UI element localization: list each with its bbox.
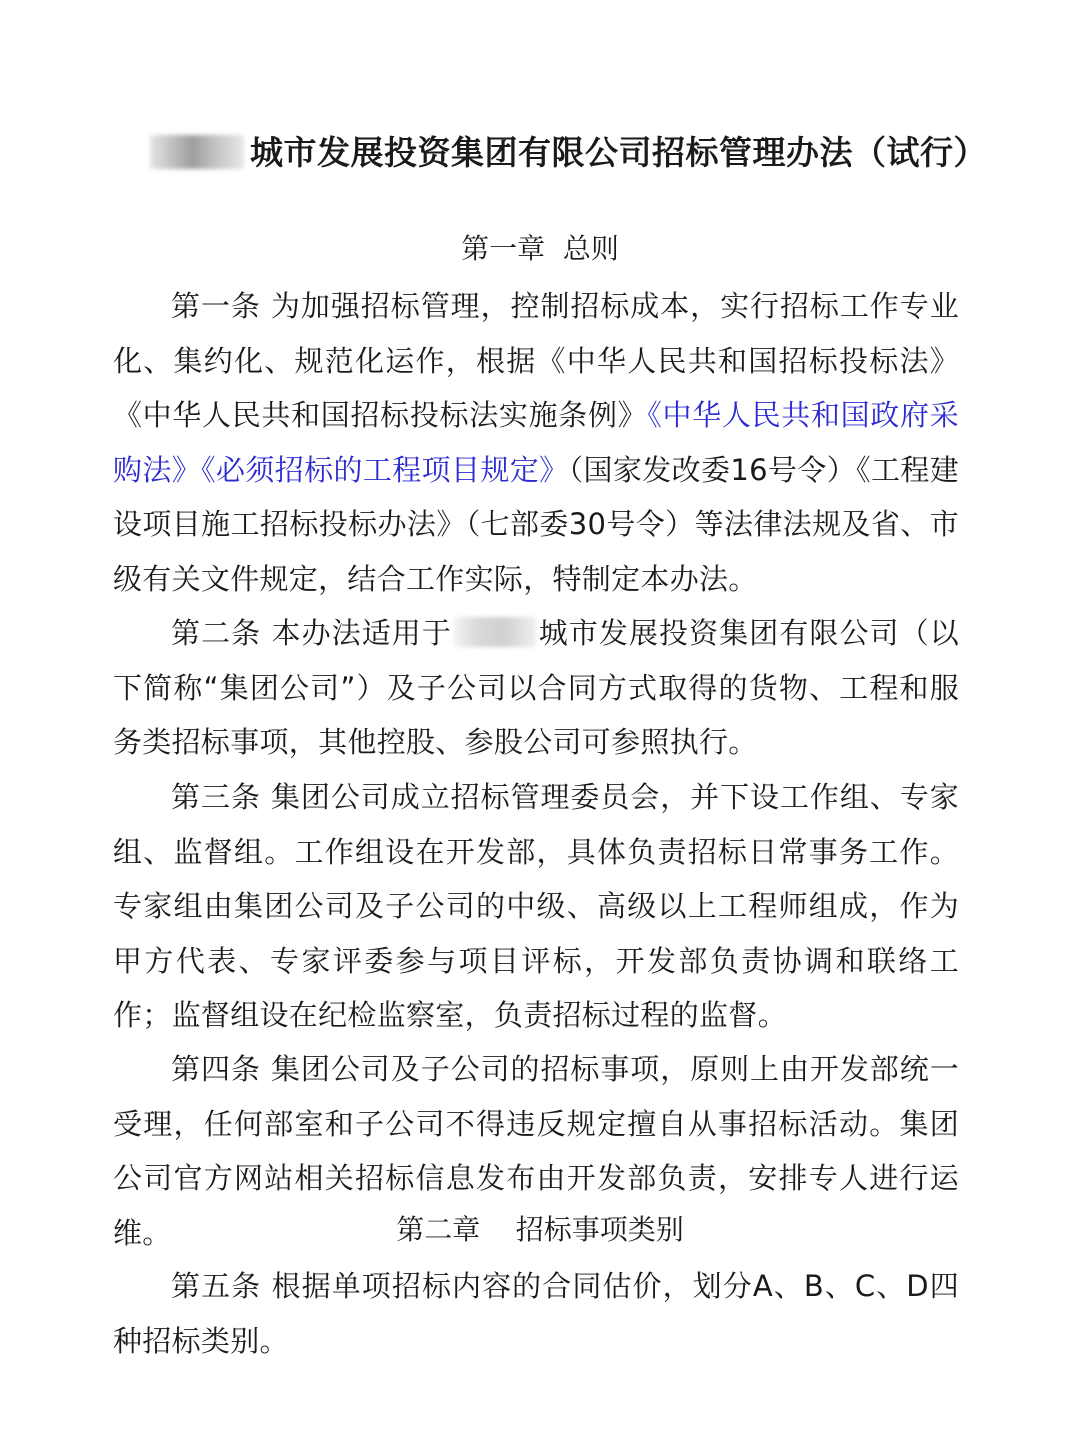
law-link-mandatory-bidding[interactable]: 《必须招标的工程项目规定》 xyxy=(201,452,569,487)
title-text: 城市发展投资集团有限公司招标管理办法（试行） xyxy=(250,133,987,172)
chapter-2-heading: 第二章 招标事项类别 xyxy=(396,1213,684,1246)
redacted-name xyxy=(454,617,536,647)
chapter-1-heading: 第一章 总则 xyxy=(461,232,619,265)
article-2-lead: 第二条 本办法适用于 xyxy=(171,616,452,650)
article-4: 第四条 集团公司及子公司的招标事项，原则上由开发部统一受理，任何部室和子公司不得违反规定擅自从事招标活动。集团公司官方网站相关招标信息发布由开发部负责，安排专人进行运维。 xyxy=(113,1052,959,1250)
law-link-government-procurement[interactable]: 《中华人民共和国政府采购法》 xyxy=(113,398,959,487)
article-2-tail: 城市发展投资集团有限公司（以下简称“集团公司”）及子公司以合同方式取得的货物、工程和服务类招标事项，其他控股、参股公司可参照执行。 xyxy=(113,616,960,760)
article-1-tail: （国家发改委16号令）《工程建设项目施工招标投标办法》（七部委30号令）等法律法规及省、市级有关文件规定，结合工作实际，特制定本办法。 xyxy=(113,452,960,596)
article-3: 第三条 集团公司成立招标管理委员会，并下设工作组、专家组、监督组。工作组设在开发部，具体负责招标日常事务工作。专家组由集团公司及子公司的中级、高级以上工程师组成，作为甲方代表、专家评委参与项目评标，开发部负责协调和联络工作；监督组设在纪检监察室，负责招标过程的监督。 xyxy=(113,780,959,1033)
document-title xyxy=(150,128,987,178)
article-2 xyxy=(113,606,959,770)
redacted-name xyxy=(150,135,244,169)
article-1 xyxy=(113,279,959,607)
article-1-lead: 第一条 为加强招标管理，控制招标成本，实行招标工作专业化、集约化、规范化运作，根据《中华人民共和国招标投标法》《中华人民共和国招标投标法实施条例》 xyxy=(113,289,959,433)
article-5: 第五条 根据单项招标内容的合同估价，划分A、B、C、D四种招标类别。 xyxy=(113,1269,959,1358)
